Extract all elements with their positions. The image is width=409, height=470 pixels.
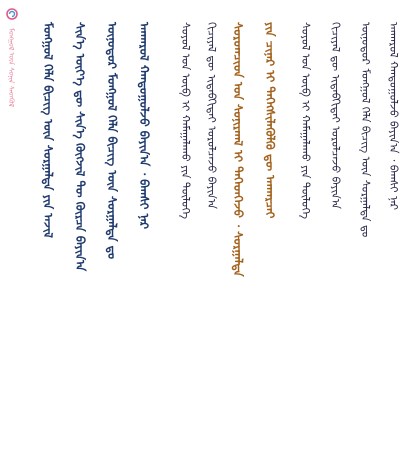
body-line-4: ᠬᠢᠴᠢᠶᠡᠯ ᠳᠦ ᠢᠳᠡᠪᠬᠢᠲᠡᠶ ᠣᠷᠣᠯᠴᠠᠵᠤ ᠪᠠᠶᠢᠨ᠎ᠠ [329, 22, 342, 210]
body-line-2: ᠬᠢᠴᠢᠶᠡᠯ ᠳᠦ ᠢᠳᠡᠪᠬᠢᠲᠡᠶ ᠣᠷᠣᠯᠴᠠᠵᠤ ᠪᠠᠶᠢᠨ᠎ᠠ [205, 22, 218, 210]
heading-line-3: ᠥᠨᠦᠳᠦᠷ ᠮᠣᠩᠭᠣᠯ ᠬᠡᠯᠡ ᠪᠢᠴᠢᠭ᠌ ᠦᠨ ᠰᠤᠷᠭᠠᠯᠲᠠ ᠳᠤ [105, 22, 119, 259]
heading-line-1: ᠮᠣᠩᠭᠣᠯ ᠬᠡᠯᠡ ᠪᠢᠴᠢᠭ᠌ ᠦᠨ ᠰᠤᠷᠭᠠᠯᠲᠠ ᠶᠢᠨ ᠠᠵᠢᠯ [41, 22, 55, 238]
heading-line-4: ᠠᠨᠬᠠᠷᠤᠯ ᠬᠠᠨᠳᠤᠭᠤᠯᠵᠤ ᠪᠠᠶᠢᠨ᠎ᠠ ᠂ ᠪᠠᠭᠰᠢ ᠨᠠᠷ [137, 22, 151, 229]
body-line-3: ᠰᠣᠶᠣᠯ ᠤᠨ ᠦᠪ ᠢ ᠬᠠᠮᠠᠭᠠᠯᠠᠬᠤ ᠶᠢᠨ ᠲᠥᠯᠦᠭᠡ [299, 22, 312, 220]
body-line-6: ᠠᠨᠬᠠᠷᠤᠯ ᠬᠠᠨᠳᠤᠭᠤᠯᠵᠤ ᠪᠠᠶᠢᠨ᠎ᠠ ᠂ ᠪᠠᠭᠰᠢ ᠨᠠᠷ [387, 22, 400, 211]
body-line-1: ᠰᠣᠶᠣᠯ ᠤᠨ ᠦᠪ ᠢ ᠬᠠᠮᠠᠭᠠᠯᠠᠬᠤ ᠶᠢᠨ ᠲᠥᠯᠦᠭᠡ [179, 22, 192, 220]
body-line-5: ᠥᠨᠦᠳᠦᠷ ᠮᠣᠩᠭᠣᠯ ᠬᠡᠯᠡ ᠪᠢᠴᠢᠭ᠌ ᠦᠨ ᠰᠤᠷᠭᠠᠯᠲᠠ ᠳᠤ [359, 22, 372, 238]
heading-line-2: ᠰᠢᠨ᠎ᠡ ᠦᠶ᠎ᠡ ᠳᠦ ᠰᠢᠨ᠎ᠡ ᠬᠥᠭᠵᠢᠯ ᠲᠦ ᠬᠦᠷᠴᠡ ᠪᠠᠶᠢᠨ᠎ᠠ [73, 22, 87, 272]
highlight-line-1: ᠰᠤᠷᠤᠭᠴᠢᠳ ᠤᠨ ᠰᠣᠨᠢᠷᠬᠠᠯ ᠢ ᠳᠡᠭᠡᠳᠬᠡᠵᠦ ᠂ ᠰᠤᠷᠭᠠᠯᠲᠠ [231, 22, 245, 277]
site-name: ᠮᠣᠩᠭᠣᠯ ᠦᠨ ᠰᠣᠨᠢᠨ ᠰᠡᠳᠬᠦᠯ [7, 28, 15, 107]
highlight-line-2: ᠶᠢᠨ ᠴᠢᠨᠠᠷ ᠢ ᠳᠡᠭᠡᠭᠰᠢᠯᠡᠭᠦᠯᠬᠦ ᠳᠦ ᠠᠨᠬᠠᠷᠴᠠᠢ [263, 22, 277, 219]
spiral-logo-icon [6, 8, 18, 20]
